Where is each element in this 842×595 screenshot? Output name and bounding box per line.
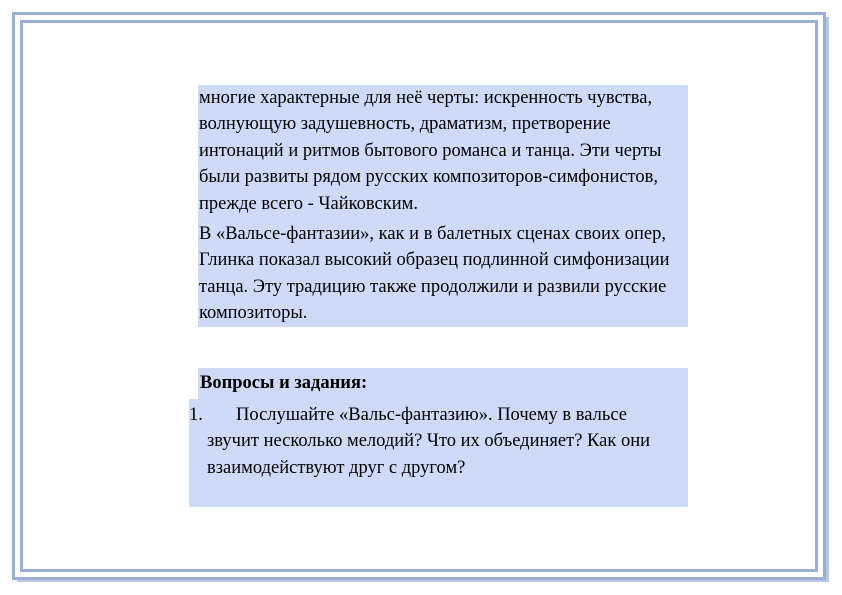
paragraph-2: В «Вальсе-фантазии», как и в балетных сценах своих опер, Глинка показал высокий образец подлинной симфонизации танца. Эту традицию также продолжили и развили русские композиторы.	[199, 224, 670, 324]
questions-heading-text: Вопросы и задания:	[200, 373, 368, 393]
question-text: Послушайте «Вальс-фантазию». Почему в вальсе звучит несколько мелодий? Что их объединяет? Как они взаимодействуют друг с другом?	[207, 405, 650, 478]
questions-heading	[198, 368, 688, 399]
question-number: 1.	[189, 405, 203, 425]
body-text-block	[198, 85, 688, 327]
paragraph-1: многие характерные для неё черты: искренность чувства, волнующую задушевность, драматизм, претворение интонаций и ритмов бытового романса и танца. Эти черты были развиты рядом русских композиторов-симфонистов, прежде всего - Чайковским.	[199, 88, 662, 214]
question-item	[189, 399, 688, 507]
